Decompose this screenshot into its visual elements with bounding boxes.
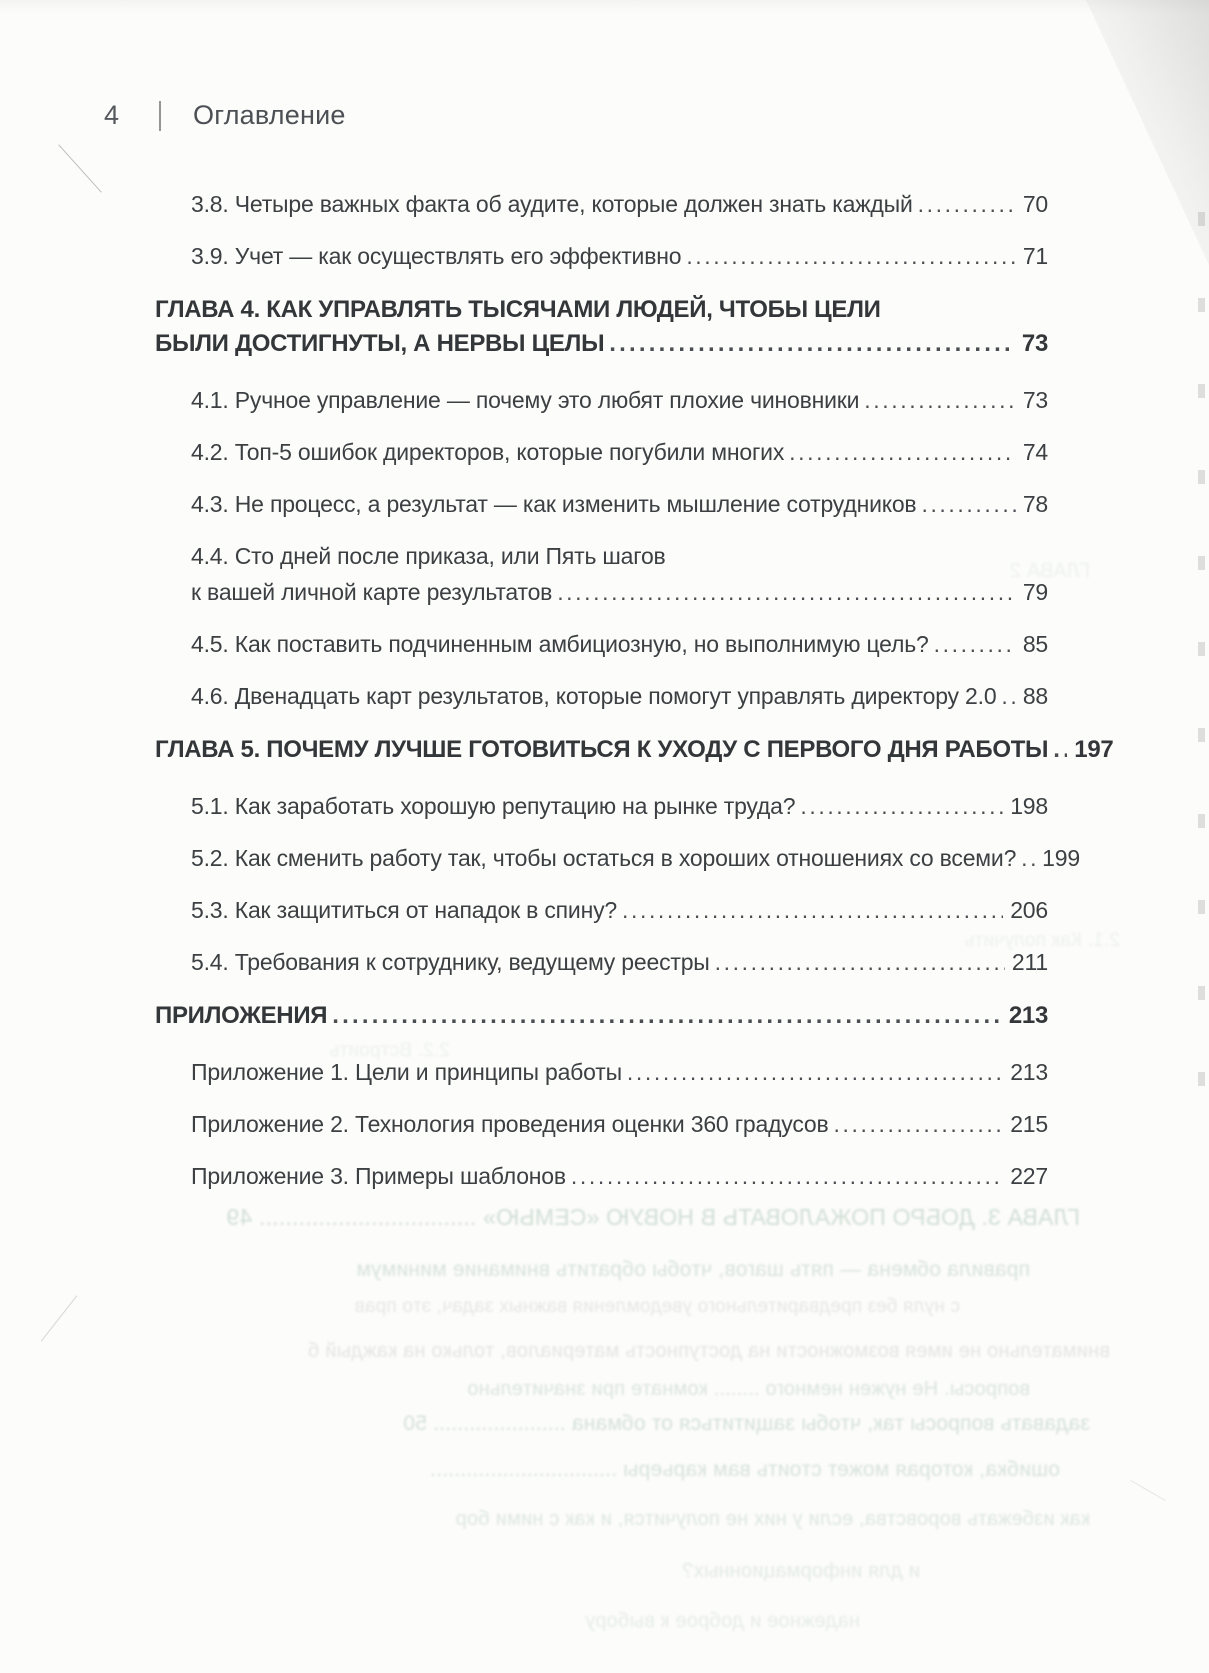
toc-entry	[155, 490, 1048, 518]
dot-leader	[609, 330, 1015, 358]
toc-entry-page: 227	[1010, 1163, 1048, 1189]
dot-leader	[921, 490, 1015, 518]
toc-entry-page: 211	[1011, 949, 1048, 975]
toc-entry-label: 3.9. Учет — как осуществлять его эффективно	[191, 243, 682, 269]
toc-entry	[155, 1110, 1048, 1138]
scan-corner-shadow	[1059, 0, 1209, 265]
ghost-text-line: 2.1. Как получить	[964, 930, 1120, 951]
toc-entry-label: 5.4. Требования к сотруднику, ведущему реестры	[191, 949, 710, 975]
ghost-text-line: правила обмена — пять шагов, чтобы обратить внимание минимум	[356, 1258, 1030, 1281]
toc-entry-page: 88	[1022, 683, 1048, 709]
toc-entry-label: БЫЛИ ДОСТИГНУТЫ, А НЕРВЫ ЦЕЛЫ	[155, 330, 605, 357]
dot-leader	[571, 1162, 1003, 1190]
toc-entry-label: 4.5. Как поставить подчиненным амбициозную, но выполнимую цель?	[191, 631, 929, 657]
toc-entry-page: 73	[1021, 330, 1048, 357]
toc-entry-label: к вашей личной карте результатов	[191, 579, 553, 605]
toc-entry	[155, 630, 1048, 658]
header-divider	[159, 101, 161, 131]
toc-entry-page: 73	[1022, 387, 1048, 413]
scan-scratch	[58, 144, 102, 192]
dot-leader	[918, 190, 1016, 218]
dot-leader	[864, 386, 1016, 414]
dot-leader	[557, 578, 1016, 606]
ghost-text-line: ошибка, которая может стоить вам карьеры ...............................	[430, 1458, 1060, 1481]
ghost-text-line: внимательно не имея возможности на доступность материалов, только на каждый б	[307, 1340, 1110, 1362]
scan-scratch	[1130, 1480, 1165, 1501]
toc-entry-page: 198	[1010, 793, 1048, 819]
dot-leader	[1001, 682, 1015, 710]
toc-entry-page: 71	[1022, 243, 1048, 269]
dot-leader	[622, 896, 1003, 924]
toc-entry	[155, 438, 1048, 466]
toc-entry	[155, 542, 1048, 606]
dot-leader	[715, 948, 1005, 976]
toc-entry	[155, 1002, 1048, 1030]
toc-entry-label: 5.2. Как сменить работу так, чтобы остаться в хороших отношениях со всеми?	[191, 845, 1017, 871]
ghost-text-line: как избежать воровства, если у них не получится, и как с ними бор	[455, 1508, 1090, 1530]
toc-entry-page: 197	[1074, 736, 1114, 763]
toc-entry-page: 206	[1010, 897, 1048, 923]
dot-leader	[1053, 736, 1067, 764]
toc-entry-label: 5.1. Как заработать хорошую репутацию на рынке труда?	[191, 793, 796, 819]
toc-entry-page: 79	[1022, 579, 1048, 605]
toc-entry-page: 70	[1022, 191, 1048, 217]
toc-entry	[155, 190, 1048, 218]
toc-entry-label: ГЛАВА 5. ПОЧЕМУ ЛУЧШЕ ГОТОВИТЬСЯ К УХОДУ С ПЕРВОГО ДНЯ РАБОТЫ	[155, 736, 1049, 763]
dot-leader	[1021, 844, 1035, 872]
ghost-text-line: с нуля без предварительного уведомления важных задач, это прав	[354, 1296, 960, 1317]
toc-entry-label: ПРИЛОЖЕНИЯ	[155, 1002, 328, 1029]
toc-entry	[155, 736, 1114, 764]
toc-entry-page: 78	[1022, 491, 1048, 517]
toc-entry-label: 4.3. Не процесс, а результат — как изменить мышление сотрудников	[191, 491, 917, 517]
toc-entry	[155, 682, 1048, 710]
ghost-text-line: ГЛАВА 2	[1009, 560, 1090, 582]
toc-entry	[155, 1058, 1048, 1086]
toc-entry-label: ГЛАВА 4. КАК УПРАВЛЯТЬ ТЫСЯЧАМИ ЛЮДЕЙ, ЧТОБЫ ЦЕЛИ	[155, 296, 881, 323]
toc-entry-label: Приложение 1. Цели и принципы работы	[191, 1059, 622, 1085]
toc-entry-label: Приложение 2. Технология проведения оценки 360 градусов	[191, 1111, 829, 1137]
page-header	[104, 100, 346, 131]
dot-leader	[800, 792, 1003, 820]
ghost-text-line: ГЛАВА 3. ДОБРО ПОЖАЛОВАТЬ В НОВУЮ «СЕМЬЮ» ................................. 49	[226, 1204, 1080, 1230]
dot-leader	[789, 438, 1016, 466]
ghost-text-line: и для информационных?	[682, 1560, 920, 1582]
page-title: Оглавление	[193, 100, 346, 130]
scan-edge-marks	[1198, 140, 1205, 1120]
toc-entry-label: 5.3. Как защититься от нападок в спину?	[191, 897, 617, 923]
dot-leader	[627, 1058, 1003, 1086]
dot-leader	[686, 242, 1016, 270]
toc-entry-page: 213	[1010, 1059, 1048, 1085]
toc-entry-label: 4.4. Сто дней после приказа, или Пять шагов	[191, 543, 666, 569]
toc-entry-label: 4.6. Двенадцать карт результатов, которые помогут управлять директору 2.0	[191, 683, 997, 709]
ghost-text-line: вопросы. Не нужен немного ........ комнате при значительно	[467, 1378, 1030, 1400]
page-number: 4	[104, 100, 120, 130]
toc-entry-page: 74	[1022, 439, 1048, 465]
ghost-text-line: надежное и доброе к выбору	[585, 1610, 860, 1632]
toc-entry-page: 213	[1008, 1002, 1048, 1029]
toc-entry	[155, 948, 1048, 976]
toc-entry-label: Приложение 3. Примеры шаблонов	[191, 1163, 566, 1189]
toc-entry-label: 3.8. Четыре важных факта об аудите, которые должен знать каждый	[191, 191, 913, 217]
dot-leader	[834, 1110, 1004, 1138]
toc-entry	[155, 296, 1048, 358]
dot-leader	[332, 1002, 1002, 1030]
toc-entry	[155, 896, 1048, 924]
toc-entry	[155, 386, 1048, 414]
toc-entry-label: 4.2. Топ-5 ошибок директоров, которые погубили многих	[191, 439, 785, 465]
dot-leader	[934, 630, 1016, 658]
toc-entry-page: 199	[1042, 845, 1080, 871]
toc-entry	[155, 792, 1048, 820]
scan-scratch	[41, 1295, 77, 1341]
toc-entry-page: 215	[1010, 1111, 1048, 1137]
toc-entry-page: 85	[1022, 631, 1048, 657]
toc-entry	[155, 1162, 1048, 1190]
toc-entry-label: 4.1. Ручное управление — почему это любят плохие чиновники	[191, 387, 860, 413]
toc-entry	[155, 242, 1048, 270]
ghost-text-line: задавать вопросы так, чтобы защититься от обмана ...................... 50	[403, 1412, 1090, 1435]
toc-entry	[155, 844, 1080, 872]
ghost-text-line: 2.2. Встроить	[329, 1040, 450, 1061]
